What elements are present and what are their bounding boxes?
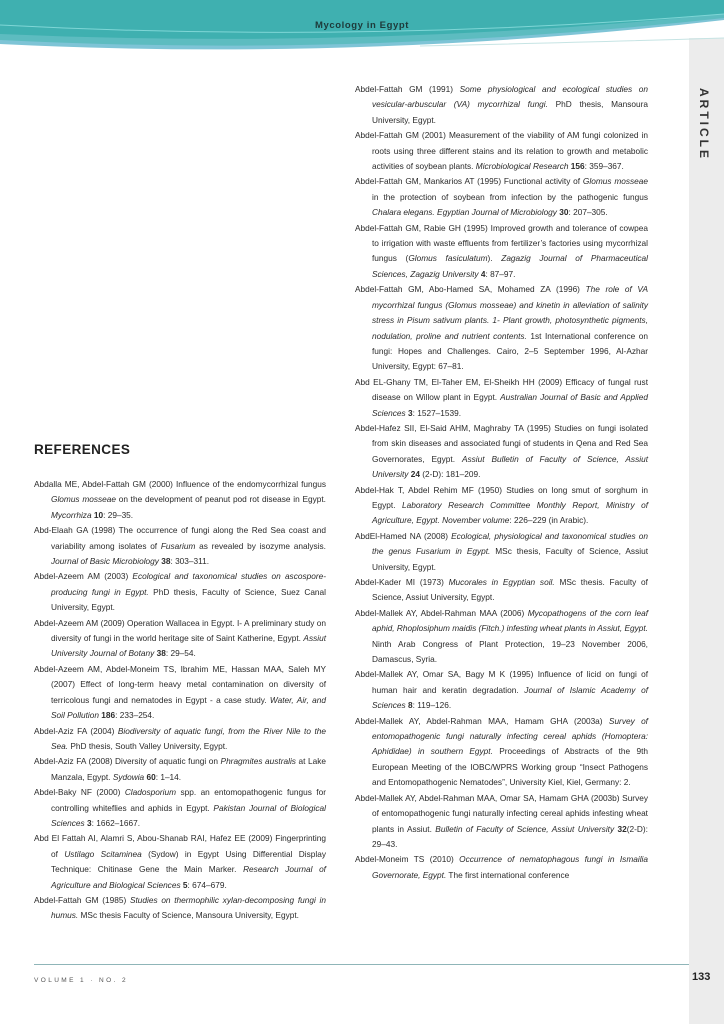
reference-b1: in the protection of soybean from infection by the pathogenic fungus <box>372 191 648 202</box>
reference-i2: Journal of Basic Microbiology <box>51 556 162 567</box>
reference-b1: PhD thesis, Faculty of Science, Suez Canal University, Egypt. <box>51 586 327 613</box>
reference-a: Abdel-Aziz FA (2004) <box>34 725 118 736</box>
references-right-column <box>355 82 648 883</box>
reference-i2: Sydowia <box>112 771 147 782</box>
reference-v: 4 <box>480 268 486 279</box>
reference-i1: Glomus mosseae <box>51 494 116 505</box>
reference-b1: on the development of peanut pod rot disease in Egypt. <box>115 494 326 505</box>
reference-b1: spp. an entomopathogenic fungus for controlling whiteflies and aphids in Egypt. <box>51 787 326 813</box>
reference-entry <box>355 82 648 128</box>
reference-e: : 1662–1667. <box>91 817 141 828</box>
reference-v: 32 <box>617 823 627 834</box>
reference-a: Abd EL-Ghany TM, El-Taher EM, El-Sheikh HH (2009) Efficacy of fungal rust disease on Willow plant in Egypt. <box>355 376 648 403</box>
reference-entry <box>355 667 648 713</box>
reference-i1: Mucorales in Egyptian soil. <box>448 577 555 587</box>
reference-entry <box>355 375 648 421</box>
reference-i1: Glomus fasiculatum <box>408 253 488 264</box>
reference-e: : 207–305. <box>568 207 608 218</box>
reference-i2: Chalara elegans. Egyptian Journal of Microbiology <box>372 207 560 218</box>
reference-i1: Water, Air, and Soil Pollution <box>51 694 326 721</box>
reference-entry <box>34 893 326 924</box>
reference-b1: MSc thesis. Faculty of Science, Assiut University, Egypt. <box>372 577 648 603</box>
reference-entry <box>34 569 326 615</box>
reference-v: 24 <box>410 469 420 480</box>
journal-title: Mycology in Egypt <box>314 20 410 31</box>
reference-v: 38 <box>161 556 171 567</box>
reference-i1: Ustilago Scitaminea <box>64 848 142 859</box>
page-number: 133 <box>692 971 711 983</box>
reference-b1: ). <box>487 253 502 264</box>
reference-v: 38 <box>156 648 166 659</box>
reference-entry <box>34 831 326 893</box>
reference-i1: Some physiological and ecological studies on vesicular-arbuscular (VA) mycorrhizal fungi. <box>372 84 648 110</box>
reference-e: : 87–97. <box>485 268 516 279</box>
reference-i1: Microbiological Research <box>475 161 571 172</box>
reference-a: Abdel-Moneim TS (2010) <box>355 854 460 865</box>
reference-i1: Journal of Islamic Academy of Sciences <box>372 684 649 711</box>
reference-entry <box>355 282 648 374</box>
reference-i1: Assiut University Journal of Botany <box>51 633 326 659</box>
reference-a: Abdalla ME, Abdel-Fattah GM (2000) Influence of the endomycorrhizal fungus <box>34 479 326 489</box>
reference-a: Abdel-Mallek AY, Abdel-Rahman MAA (2006) <box>355 607 528 618</box>
references-left-column <box>34 477 326 924</box>
reference-a: Abdel-Fattah GM, Rabie GH (1995) Improved growth and tolerance of cowpea to irrigation with waste effluents from fertilizer’s factories using mycorrhizal fungus ( <box>355 222 648 264</box>
reference-a: Abdel-Azeem AM, Abdel-Moneim TS, Ibrahim ME, Hassan MAA, Saleh MY (2007) Effect of long-term heavy metal contamination on diversity of terricolous fungi and nematodes in Egypt - a case study. <box>34 663 326 705</box>
reference-entry <box>355 421 648 483</box>
reference-b1: PhD thesis, Mansoura University, Egypt. <box>372 99 648 125</box>
reference-a: Abd-Elaah GA (1998) The occurrence of fungi along the Red Sea coast and variability among isolates of <box>34 525 326 551</box>
reference-b1: Proceedings of Abstracts of the 9th European Meeting of the IOBC/WPRS Working group “Insect Pathogens and Entomopathogenic Nematodes”, University Kiel, Kiel, Germany: 2. <box>372 746 648 788</box>
reference-e: (2-D): 29–43. <box>372 823 648 849</box>
reference-b1: 1st International conference on fungi: Hopes and Challenges. Cairo, 2–5 September 1996, Al-Azhar University, Egypt: 67–81. <box>372 330 648 372</box>
reference-entry <box>355 714 648 791</box>
reference-entry <box>34 724 326 755</box>
reference-entry <box>34 785 326 831</box>
reference-entry <box>355 575 648 606</box>
reference-b1: MSc thesis Faculty of Science, Mansoura University, Egypt. <box>78 910 299 921</box>
reference-entry <box>34 754 326 785</box>
reference-v: 3 <box>86 817 92 828</box>
reference-a: Abdel-Hafez SII, El-Said AHM, Maghraby TA (1995) Studies on fungi isolated from skin diseases and associated fungi of students in Qena and Red Sea Governorates, Egypt. <box>355 422 648 464</box>
reference-v: 8 <box>407 700 413 711</box>
reference-v: 5 <box>182 879 188 890</box>
reference-b1: PhD thesis, South Valley University, Egypt. <box>68 740 228 751</box>
reference-i1: Cladosporium <box>124 787 176 798</box>
reference-a: Abdel-Mallek AY, Abdel-Rahman MAA, Hamam GHA (2003a) <box>355 715 609 726</box>
reference-i1: The role of VA mycorrhizal fungus (Glomus mosseae) and kinetin in alleviation of salinity stress in Pisum sativum plants. 1- Plant growth, photosynthetic pigments, nodulation, proline and nutrient contents. <box>372 284 648 341</box>
references-heading: REFERENCES <box>34 442 131 457</box>
reference-i1: Ecological and taxonomical studies on ascospore-producing fungi in Egypt. <box>51 571 326 597</box>
reference-entry <box>355 852 648 883</box>
reference-v: 186 <box>101 710 116 721</box>
reference-entry <box>355 529 648 575</box>
reference-i1: Survey of entomopathogenic fungi naturally infecting cereal aphids (Homoptera: Aphididae) in southern Egypt. <box>372 715 648 757</box>
reference-entry <box>355 174 648 220</box>
reference-e: : 29–54. <box>165 648 196 659</box>
reference-b1: The first international conference <box>446 869 570 880</box>
reference-i2: Pakistan Journal of Biological Sciences <box>51 802 326 828</box>
reference-entry <box>34 616 326 662</box>
reference-i1: Occurrence of nematophagous fungi in Ismailia Governorate, Egypt. <box>372 854 648 880</box>
reference-a: Abdel-Azeem AM (2009) Operation Wallacea in Egypt. I- A preliminary study on diversity of fungi in the world heritage site of Saint Katherine, Egypt. <box>34 617 326 644</box>
reference-i1: Studies on thermophilic xylan-decomposing fungi in humus. <box>51 894 326 921</box>
reference-e: : 1527–1539. <box>412 407 462 418</box>
reference-a: Abdel-Fattah GM (1985) <box>34 894 130 905</box>
reference-e: : 119–126. <box>412 700 452 711</box>
reference-entry <box>355 128 648 174</box>
reference-entry <box>355 791 648 853</box>
article-sidebar <box>689 38 724 1024</box>
reference-b1: MSc thesis, Faculty of Science, Assiut University, Egypt. <box>372 546 648 572</box>
reference-i1: Australian Journal of Basic and Applied Sciences <box>372 392 648 418</box>
reference-i2: Research Journal of Agriculture and Biological Sciences <box>51 864 326 890</box>
reference-b1: : 226–229 (in Arabic). <box>509 515 589 526</box>
reference-b1: Ninth Arab Congress of Plant Protection, 19–23 November 2006, Damascus, Syria. <box>372 638 648 665</box>
reference-i1: Assiut Bulletin of Faculty of Science, Assiut University <box>372 453 648 480</box>
reference-v: 10 <box>93 509 104 520</box>
reference-i1: Phragmites australis <box>220 756 296 767</box>
footer-volume: VOLUME 1 · NO. 2 <box>34 977 129 984</box>
reference-e: : 29–35. <box>103 509 134 520</box>
reference-i1: Ecological, physiological and taxonomical studies on the genus Fusarium in Egypt. <box>372 530 648 557</box>
footer-divider <box>34 964 689 965</box>
reference-b1: as revealed by isozyme analysis. <box>195 540 326 551</box>
reference-e: : 233–254. <box>115 710 155 721</box>
reference-a: Abdel-Fattah GM (1991) <box>355 84 460 94</box>
reference-i1: Glomus mosseae <box>582 176 648 187</box>
reference-v: 3 <box>407 407 413 418</box>
reference-v: 30 <box>559 207 569 218</box>
reference-i2: Zagazig Journal of Pharmaceutical Sciences, Zagazig University <box>372 253 649 279</box>
article-section-label: ARTICLE <box>697 88 711 161</box>
reference-i1: Mycopathogens of the corn leaf aphid, Rhoplosiphum maidis (Fitch.) infesting wheat plants in Assiut, Egypt. <box>372 607 648 634</box>
reference-i2: Mycorrhiza <box>51 509 94 520</box>
reference-entry <box>355 221 648 283</box>
reference-a: Abd El Fattah AI, Alamri S, Abou-Shanab RAI, Hafez EE (2009) Fingerprinting of <box>34 833 326 859</box>
reference-entry <box>34 662 326 724</box>
reference-entry <box>34 477 326 523</box>
reference-a: Abdel-Fattah GM, Abo-Hamed SA, Mohamed ZA (1996) <box>355 284 586 295</box>
reference-i1: Biodiversity of aquatic fungi, from the River Nile to the Sea. <box>51 725 326 751</box>
reference-a: Abdel-Fattah GM, Mankarios AT (1995) Functional activity of <box>355 176 583 187</box>
reference-a: Abdel-Fattah GM (2001) Measurement of the viability of AM fungi colonized in roots using three different stains and its relation to growth and metabolic activities of soybean plants. <box>355 130 648 172</box>
reference-b1: at Lake Manzala, Egypt. <box>51 756 326 782</box>
reference-v: 156 <box>570 161 585 172</box>
reference-a: Abdel-Mallek AY, Abdel-Rahman MAA, Omar SA, Hamam GHA (2003b) Survey of entomopathogenic fungi naturally infecting cereal aphids infesting wheat plants in Assiut. <box>355 792 648 834</box>
reference-i1: Laboratory Research Committee Monthly Report, Ministry of Agriculture, Egypt. November volume <box>372 499 648 526</box>
reference-i1: Bulletin of Faculty of Science, Assiut University <box>435 823 618 834</box>
reference-b1: (Sydow) in Egypt Using Differential Display Technique: Chitinase Gene the Main Marker. <box>51 848 327 875</box>
reference-a: Abdel-Aziz FA (2008) Diversity of aquatic fungi on <box>34 756 221 767</box>
reference-entry <box>355 483 648 529</box>
reference-entry <box>355 606 648 668</box>
reference-entry <box>34 523 326 569</box>
reference-a: Abdel-Hak T, Abdel Rehim MF (1950) Studies on long smut of sorghum in Egypt. <box>355 484 648 510</box>
reference-e: : 674–679. <box>187 879 227 890</box>
reference-e: : 303–311. <box>170 556 210 567</box>
reference-a: Abdel-Kader MI (1973) <box>355 577 449 587</box>
reference-i1: Fusarium <box>160 540 196 551</box>
reference-a: Abdel-Azeem AM (2003) <box>34 571 133 582</box>
reference-a: Abdel-Mallek AY, Omar SA, Bagy M K (1995) Influence of licid on fungi of human hair and keratin degradation. <box>355 669 648 695</box>
reference-e: : 1–14. <box>155 771 182 782</box>
reference-a: Abdel-Baky NF (2000) <box>34 787 125 798</box>
reference-e: (2-D): 181–209. <box>419 469 481 480</box>
reference-a: AbdEl-Hamed NA (2008) <box>355 530 452 541</box>
reference-v: 60 <box>146 771 156 782</box>
reference-e: : 359–367. <box>584 161 624 172</box>
